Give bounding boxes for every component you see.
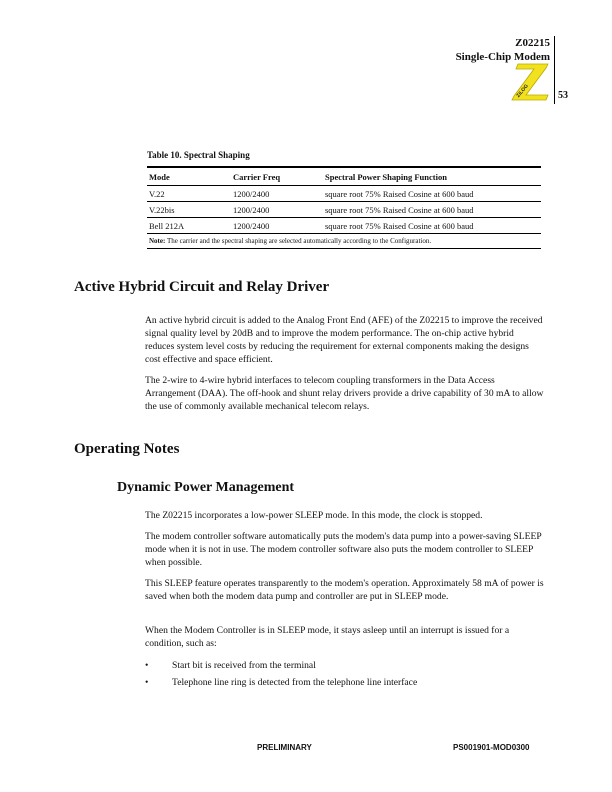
note-label: Note: xyxy=(149,237,166,245)
footer-status: PRELIMINARY xyxy=(257,743,312,752)
running-header xyxy=(456,36,550,64)
paragraph: The Z02215 incorporates a low-power SLEEP mode. In this mode, the clock is stopped. xyxy=(145,510,483,521)
table-cell: V.22bis xyxy=(147,202,231,218)
table-row xyxy=(147,202,541,218)
section-heading-operating-notes: Operating Notes xyxy=(74,441,180,457)
table-cell: V.22 xyxy=(147,186,231,202)
part-number: Z02215 xyxy=(515,37,550,49)
paragraph: When the Modem Controller is in SLEEP mode, it stays asleep until an interrupt is issued for a condition, such as: xyxy=(145,625,510,649)
table-cell: square root 75% Raised Cosine at 600 baud xyxy=(323,202,541,218)
paragraph: The 2-wire to 4-wire hybrid interfaces to telecom coupling transformers in the Data Access Arrangement (DAA). The off-hook and shunt relay drivers provide a drive capability of 30 mA to allow the use of commonly available mechanical telecom relays. xyxy=(145,375,544,412)
section-heading-hybrid: Active Hybrid Circuit and Relay Driver xyxy=(74,279,330,295)
product-name: Single-Chip Modem xyxy=(455,51,550,63)
table-row xyxy=(147,218,541,234)
bullet-text: Telephone line ring is detected from the telephone line interface xyxy=(172,677,418,688)
page-number: 53 xyxy=(558,90,568,101)
table-cell: square root 75% Raised Cosine at 600 baud xyxy=(323,218,541,234)
bullet-text: Start bit is received from the terminal xyxy=(172,660,316,671)
table-caption: Table 10. Spectral Shaping xyxy=(147,150,250,160)
paragraph: The modem controller software automatically puts the modem's data pump into a power-saving SLEEP mode when it is not in use. The modem controller software also puts the modem controller to SLEEP when possible. xyxy=(145,531,542,568)
table-cell: 1200/2400 xyxy=(231,202,323,218)
header-rule xyxy=(554,36,555,104)
paragraph: This SLEEP feature operates transparently to the modem's operation. Approximately 58 mA of power is saved when both the modem data pump and controller are put in SLEEP mode. xyxy=(145,578,544,602)
table-note xyxy=(147,234,541,249)
bullet-item xyxy=(145,677,417,688)
paragraph: An active hybrid circuit is added to the Analog Front End (AFE) of the Z02215 to improve the received signal quality level by 20dB and to improve the modem performance. The on-chip active hybrid reduces system level costs by reducing the requirement for external components making the designs cost effective and space efficient. xyxy=(145,315,543,365)
bullet-icon: • xyxy=(145,660,149,671)
column-header: Mode xyxy=(147,167,231,186)
table-cell: square root 75% Raised Cosine at 600 baud xyxy=(323,186,541,202)
table-row xyxy=(147,186,541,202)
table-cell: 1200/2400 xyxy=(231,186,323,202)
spectral-shaping-table xyxy=(147,166,541,249)
table-header-row xyxy=(147,167,541,186)
table-note-row xyxy=(147,234,541,249)
table-cell: 1200/2400 xyxy=(231,218,323,234)
zilog-z-logo-icon xyxy=(510,62,550,102)
table-cell: Bell 212A xyxy=(147,218,231,234)
column-header: Carrier Freq xyxy=(231,167,323,186)
footer-doc-id: PS001901-MOD0300 xyxy=(453,743,530,752)
svg-text:ZiLOG: ZiLOG xyxy=(515,83,530,99)
bullet-item xyxy=(145,660,316,671)
bullet-icon: • xyxy=(145,677,149,688)
subsection-heading-power-management: Dynamic Power Management xyxy=(117,480,295,495)
note-text: The carrier and the spectral shaping are selected automatically according to the Configuration. xyxy=(165,237,432,245)
column-header: Spectral Power Shaping Function xyxy=(323,167,541,186)
